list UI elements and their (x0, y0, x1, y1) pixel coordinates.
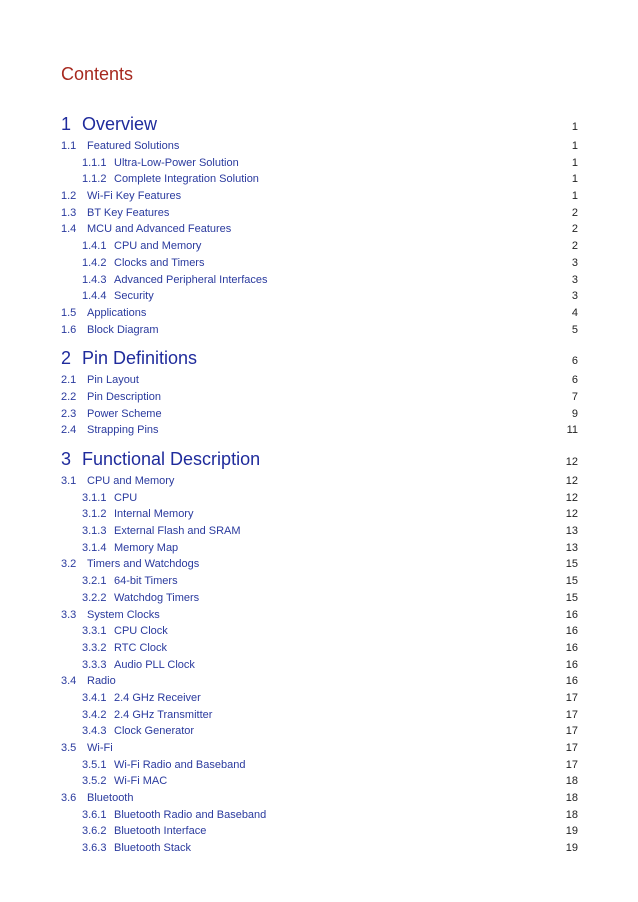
toc-number: 1.1 (61, 140, 77, 152)
toc-section[interactable] (61, 205, 578, 222)
toc-section[interactable] (61, 740, 578, 757)
toc-label[interactable]: CPU and Memory (114, 240, 202, 253)
toc-label[interactable]: Wi-Fi (87, 742, 113, 754)
toc-number: 1.1.1 (82, 156, 107, 169)
toc-label[interactable]: CPU Clock (114, 625, 168, 638)
toc-number: 3.3.3 (82, 658, 107, 671)
toc-page-number: 1 (571, 173, 578, 186)
toc-page-number: 1 (571, 140, 578, 152)
toc-page-number: 13 (565, 525, 578, 538)
toc-number: 1.2 (61, 190, 77, 203)
toc-label[interactable]: Audio PLL Clock (114, 658, 195, 671)
toc-label[interactable]: Clocks and Timers (114, 256, 205, 269)
toc-chapter[interactable] (61, 110, 578, 138)
toc-subsection[interactable] (61, 272, 578, 289)
toc-subsection[interactable] (61, 640, 578, 657)
toc-label[interactable]: Timers and Watchdogs (87, 558, 200, 571)
toc-subsection[interactable] (61, 288, 578, 305)
toc-page-number: 16 (565, 658, 578, 671)
toc-subsection[interactable] (61, 155, 578, 172)
toc-number: 1.3 (61, 206, 77, 219)
toc-subsection[interactable] (61, 757, 578, 774)
toc-label[interactable]: Pin Layout (87, 374, 139, 387)
toc-section[interactable] (61, 790, 578, 807)
toc-number: 3.4.3 (82, 725, 107, 738)
toc-number: 1.4.1 (82, 240, 107, 253)
toc-page-number: 16 (565, 625, 578, 638)
toc-number: 1.6 (61, 323, 77, 336)
toc-number: 3 (61, 449, 72, 469)
toc-subsection[interactable] (61, 238, 578, 255)
toc-subsection[interactable] (61, 490, 578, 507)
toc-label[interactable]: Wi-Fi Key Features (87, 190, 182, 203)
toc-label[interactable]: Radio (87, 675, 116, 688)
toc-number: 3.4.2 (82, 708, 107, 721)
toc-chapter[interactable] (61, 445, 578, 473)
toc-subsection[interactable] (61, 773, 578, 790)
toc-number: 3.1.4 (82, 541, 107, 554)
toc-section[interactable] (61, 406, 578, 423)
toc-subsection[interactable] (61, 540, 578, 557)
toc-section[interactable] (61, 138, 578, 155)
toc-number: 1.4.4 (82, 290, 107, 303)
toc-label[interactable]: Overview (82, 114, 158, 134)
toc-number: 3.6 (61, 792, 77, 805)
toc-subsection[interactable] (61, 657, 578, 674)
toc-label[interactable]: Internal Memory (114, 508, 194, 521)
toc-label[interactable]: Complete Integration Solution (114, 173, 259, 186)
toc-section[interactable] (61, 673, 578, 690)
toc-label[interactable]: Bluetooth Interface (114, 825, 207, 838)
toc-label[interactable]: Power Scheme (87, 407, 162, 420)
toc-subsection[interactable] (61, 707, 578, 724)
toc-page-number: 19 (565, 842, 578, 855)
toc-label[interactable]: Strapping Pins (87, 424, 159, 437)
toc-page-number: 17 (565, 758, 578, 771)
toc-page-number: 4 (571, 306, 578, 319)
toc-label[interactable]: Advanced Peripheral Interfaces (114, 273, 268, 286)
toc-page-number: 18 (565, 792, 578, 805)
toc-label[interactable]: Clock Generator (114, 725, 195, 738)
toc-page-number: 5 (571, 323, 578, 336)
toc-label[interactable]: Security (114, 290, 154, 303)
toc-page-number: 16 (565, 641, 578, 654)
toc-page-number: 16 (565, 608, 578, 621)
toc-number: 3.5.2 (82, 775, 107, 788)
toc-number: 3.6.1 (82, 808, 107, 821)
toc-number: 3.4.1 (82, 691, 107, 704)
toc-subsection[interactable] (61, 255, 578, 272)
toc-page-number: 3 (571, 256, 578, 269)
toc-section[interactable] (61, 305, 578, 322)
toc-page-number: 1 (571, 190, 578, 203)
toc-subsection[interactable] (61, 523, 578, 540)
toc-label[interactable]: Wi-Fi MAC (114, 775, 168, 788)
toc-number: 3.2 (61, 558, 77, 571)
toc-number: 3.3 (61, 608, 77, 621)
toc-page-number: 17 (565, 742, 578, 754)
toc-label[interactable]: Memory Map (114, 541, 179, 554)
table-of-contents (61, 110, 578, 857)
toc-number: 1.5 (61, 306, 77, 319)
toc-label[interactable]: Bluetooth Stack (114, 842, 192, 855)
toc-label[interactable]: Bluetooth Radio and Baseband (114, 808, 267, 821)
toc-label[interactable]: Ultra-Low-Power Solution (114, 156, 239, 169)
toc-subsection[interactable] (61, 690, 578, 707)
toc-page-number: 2 (571, 206, 578, 219)
toc-section[interactable] (61, 188, 578, 205)
toc-label[interactable]: MCU and Advanced Features (87, 223, 232, 236)
toc-label[interactable]: External Flash and SRAM (114, 525, 241, 538)
toc-label[interactable]: Watchdog Timers (114, 591, 200, 604)
toc-number: 3.2.1 (82, 575, 107, 588)
toc-page-number: 12 (565, 508, 578, 521)
toc-label[interactable]: System Clocks (87, 608, 160, 621)
toc-label[interactable]: 64-bit Timers (114, 575, 178, 588)
toc-label[interactable]: CPU and Memory (87, 475, 175, 487)
toc-page-number: 12 (565, 491, 578, 504)
toc-subsection[interactable] (61, 823, 578, 840)
toc-page-number: 15 (565, 591, 578, 604)
toc-number: 3.6.3 (82, 842, 107, 855)
toc-subsection[interactable] (61, 590, 578, 607)
toc-page-number: 15 (565, 558, 578, 571)
toc-page-number: 17 (565, 725, 578, 738)
toc-number: 3.5 (61, 742, 77, 754)
toc-subsection[interactable] (61, 807, 578, 824)
toc-section[interactable] (61, 322, 578, 339)
toc-section[interactable] (61, 372, 578, 389)
toc-number: 3.3.1 (82, 625, 107, 638)
toc-label[interactable]: Pin Description (87, 390, 161, 403)
toc-chapter[interactable] (61, 344, 578, 372)
toc-label[interactable]: Block Diagram (87, 323, 159, 336)
toc-section[interactable] (61, 422, 578, 439)
toc-section[interactable] (61, 473, 578, 490)
toc-number: 2.4 (61, 424, 77, 437)
toc-subsection[interactable] (61, 723, 578, 740)
toc-page-number: 6 (571, 374, 578, 387)
toc-page-number: 6 (571, 355, 578, 368)
toc-subsection[interactable] (61, 506, 578, 523)
toc-number: 1.1.2 (82, 173, 107, 186)
toc-page-number: 17 (565, 708, 578, 721)
toc-label[interactable]: Applications (87, 306, 147, 319)
toc-number: 3.4 (61, 675, 77, 688)
toc-label[interactable]: Functional Description (82, 449, 261, 469)
toc-page-number: 16 (565, 675, 578, 688)
toc-page-number: 2 (571, 223, 578, 236)
toc-subsection[interactable] (61, 840, 578, 857)
toc-page-number: 1 (571, 156, 578, 169)
toc-number: 3.1.2 (82, 508, 107, 521)
toc-page-number: 12 (565, 475, 578, 487)
toc-label[interactable]: Wi-Fi Radio and Baseband (114, 758, 246, 771)
toc-page-number: 13 (565, 541, 578, 554)
toc-page-number: 9 (571, 407, 578, 420)
toc-number: 3.1.3 (82, 525, 107, 538)
toc-subsection[interactable] (61, 623, 578, 640)
toc-label[interactable]: RTC Clock (114, 641, 167, 654)
toc-number: 2 (61, 348, 72, 369)
toc-subsection[interactable] (61, 573, 578, 590)
toc-label[interactable]: Featured Solutions (87, 140, 180, 152)
toc-page-number: 1 (571, 121, 578, 133)
toc-section[interactable] (61, 556, 578, 573)
contents-title: Contents (61, 64, 134, 84)
toc-number: 3.2.2 (82, 591, 107, 604)
toc-number: 2.3 (61, 407, 77, 420)
toc-number: 3.1.1 (82, 491, 107, 504)
toc-label[interactable]: CPU (114, 491, 138, 504)
toc-number: 1.4.3 (82, 273, 107, 286)
toc-number: 1.4.2 (82, 256, 107, 269)
toc-number: 3.3.2 (82, 641, 107, 654)
toc-section[interactable] (61, 221, 578, 238)
toc-label[interactable]: 2.4 GHz Transmitter (114, 708, 213, 721)
toc-label[interactable]: Bluetooth (87, 792, 134, 805)
toc-page-number: 11 (566, 424, 578, 437)
toc-page-number: 12 (565, 456, 578, 468)
toc-page-number: 3 (571, 290, 578, 303)
toc-label[interactable]: BT Key Features (87, 206, 170, 219)
toc-label[interactable]: 2.4 GHz Receiver (114, 691, 201, 704)
toc-number: 2.2 (61, 390, 77, 403)
toc-page-number: 18 (565, 775, 578, 788)
toc-number: 1 (61, 114, 72, 134)
toc-label[interactable]: Pin Definitions (82, 348, 198, 369)
toc-page-number: 3 (571, 273, 578, 286)
toc-page-number: 15 (565, 575, 578, 588)
toc-number: 3.5.1 (82, 758, 107, 771)
toc-page-number: 17 (565, 691, 578, 704)
toc-page-number: 18 (565, 808, 578, 821)
toc-number: 3.1 (61, 475, 77, 487)
toc-subsection[interactable] (61, 171, 578, 188)
toc-section[interactable] (61, 389, 578, 406)
toc-number: 1.4 (61, 223, 77, 236)
toc-number: 3.6.2 (82, 825, 107, 838)
toc-page-number: 7 (571, 390, 578, 403)
toc-section[interactable] (61, 607, 578, 624)
toc-page-number: 2 (571, 240, 578, 253)
toc-page-number: 19 (565, 825, 578, 838)
toc-number: 2.1 (61, 374, 77, 387)
